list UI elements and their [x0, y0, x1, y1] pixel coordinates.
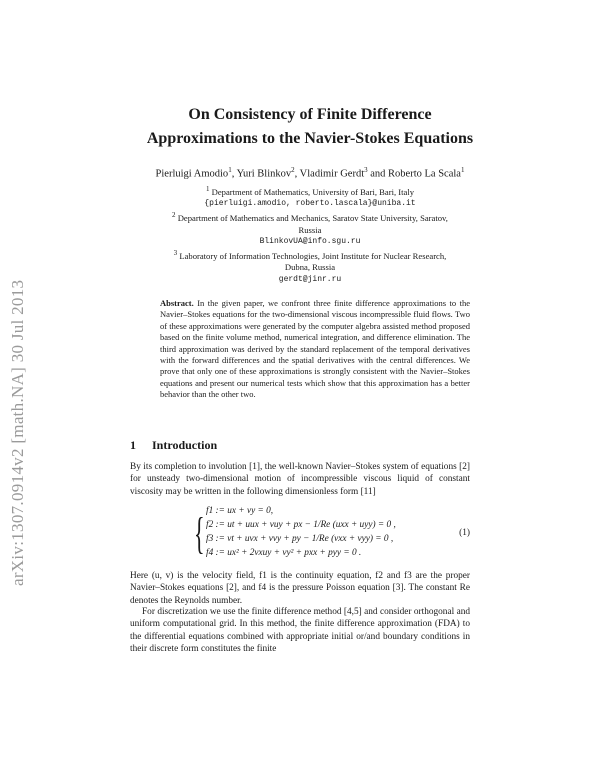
- section-title: Introduction: [152, 438, 218, 452]
- affiliation-3-text: Laboratory of Information Technologies, Joint Institute for Nuclear Research,: [179, 250, 447, 261]
- equation-line-1: f1 := ux + vy = 0,: [206, 506, 274, 516]
- equation-line-4: f4 := ux² + 2vxuy + vy² + pxx + pyy = 0 .: [206, 548, 362, 558]
- paragraph-intro: By its completion to involution [1], the well-known Navier–Stokes system of equations [2] for unsteady two-dimensional motion of incompressible viscous liquid of constant viscosity may be written in the following dimensionless form [11]: [130, 462, 470, 497]
- author-1-affil: 1: [228, 166, 232, 174]
- abstract-label: Abstract.: [160, 298, 194, 308]
- equation-number: (1): [459, 528, 470, 538]
- equation-line-3: f3 := vt + uvx + vvy + py − 1/Re (vxx + vyy) = 0 ,: [206, 534, 394, 544]
- author-list: Pierluigi Amodio$^1$, Yuri Blinkov$^2$, Vladimir Gerdt$^3$ and Roberto La Scala$^1$: [155, 166, 465, 180]
- title-line-1: On Consistency of Finite Difference: [188, 106, 432, 123]
- author-and: and: [370, 168, 386, 180]
- affiliation-1-text: Department of Mathematics, University of Bari, Bari, Italy: [211, 186, 415, 197]
- paragraph-discretization: For discretization we use the finite difference method [4,5] and consider orthogonal and uniform computational grid. In this method, the finite difference approximation (FDA) to the differential equations combined with appropriate initial or/and boundary conditions in their discrete form constitutes the finite: [130, 607, 470, 655]
- abstract: [160, 298, 470, 401]
- paragraph-variables: Here (u, v) is the velocity field, f1 is the continuity equation, f2 and f3 are the proper Navier–Stokes equations [2], and f4 is the pressure Poisson equation [3]. The constant Re denotes the Reynolds number.: [130, 571, 470, 606]
- affiliation-2-email[interactable]: BlinkovUA@info.sgu.ru: [259, 237, 361, 247]
- author-3-affil: 3: [364, 166, 368, 174]
- author-2: Yuri Blinkov: [236, 168, 292, 180]
- author-1: Pierluigi Amodio: [155, 168, 229, 180]
- affiliation-2-text-cont: Russia: [298, 224, 322, 235]
- equation-system: [194, 506, 470, 564]
- affiliation-2-text: Department of Mathematics and Mechanics, Saratov State University, Saratov,: [177, 212, 448, 223]
- affiliation-1-email[interactable]: {pierluigi.amodio, roberto.lascala}@uniba.it: [204, 199, 416, 209]
- arxiv-stamp: arXiv:1307.0914v2 [math.NA] 30 Jul 2013: [8, 279, 27, 586]
- author-2-affil: 2: [291, 166, 295, 174]
- affiliation-1: [130, 184, 490, 210]
- affiliation-3-sup: 3: [173, 248, 178, 257]
- title-line-2: Approximations to the Navier-Stokes Equations: [146, 130, 474, 147]
- equation-line-2: f2 := ut + uux + vuy + px − 1/Re (uxx + uyy) = 0 ,: [206, 520, 396, 530]
- affiliations: [130, 184, 490, 285]
- affiliation-1-sup: 1: [205, 185, 210, 193]
- author-4: Roberto La Scala: [388, 168, 461, 180]
- affiliation-3-email[interactable]: gerdt@jinr.ru: [278, 274, 342, 284]
- affiliation-2: [130, 210, 490, 248]
- left-brace: {: [194, 509, 205, 558]
- affiliation-2-sup: 2: [172, 211, 176, 220]
- abstract-text: In the given paper, we confront three finite difference approximations to the Navier–Stokes equations for the two-dimensional viscous incompressible fluid flows. Two of these approximations were generated by the computer algebra assisted method proposed based on the finite volume method, numerical integration, and difference elimination. The third approximation was derived by the standard replacement of the temporal derivatives with the forward differences and the spatial derivatives with the central differences. We prove that only one of these approximations is strongly consistent with the Navier–Stokes equations and present our numerical tests which show that this approximation has a better behavior than the other two.: [160, 298, 470, 400]
- paper-title: [130, 103, 490, 151]
- section-heading: [130, 438, 217, 453]
- author-4-affil: 1: [460, 166, 465, 174]
- author-3: Vladimir Gerdt: [299, 168, 365, 180]
- section-number: 1: [130, 438, 136, 452]
- affiliation-3-text-cont: Dubna, Russia: [284, 262, 336, 273]
- affiliation-3: [130, 248, 490, 286]
